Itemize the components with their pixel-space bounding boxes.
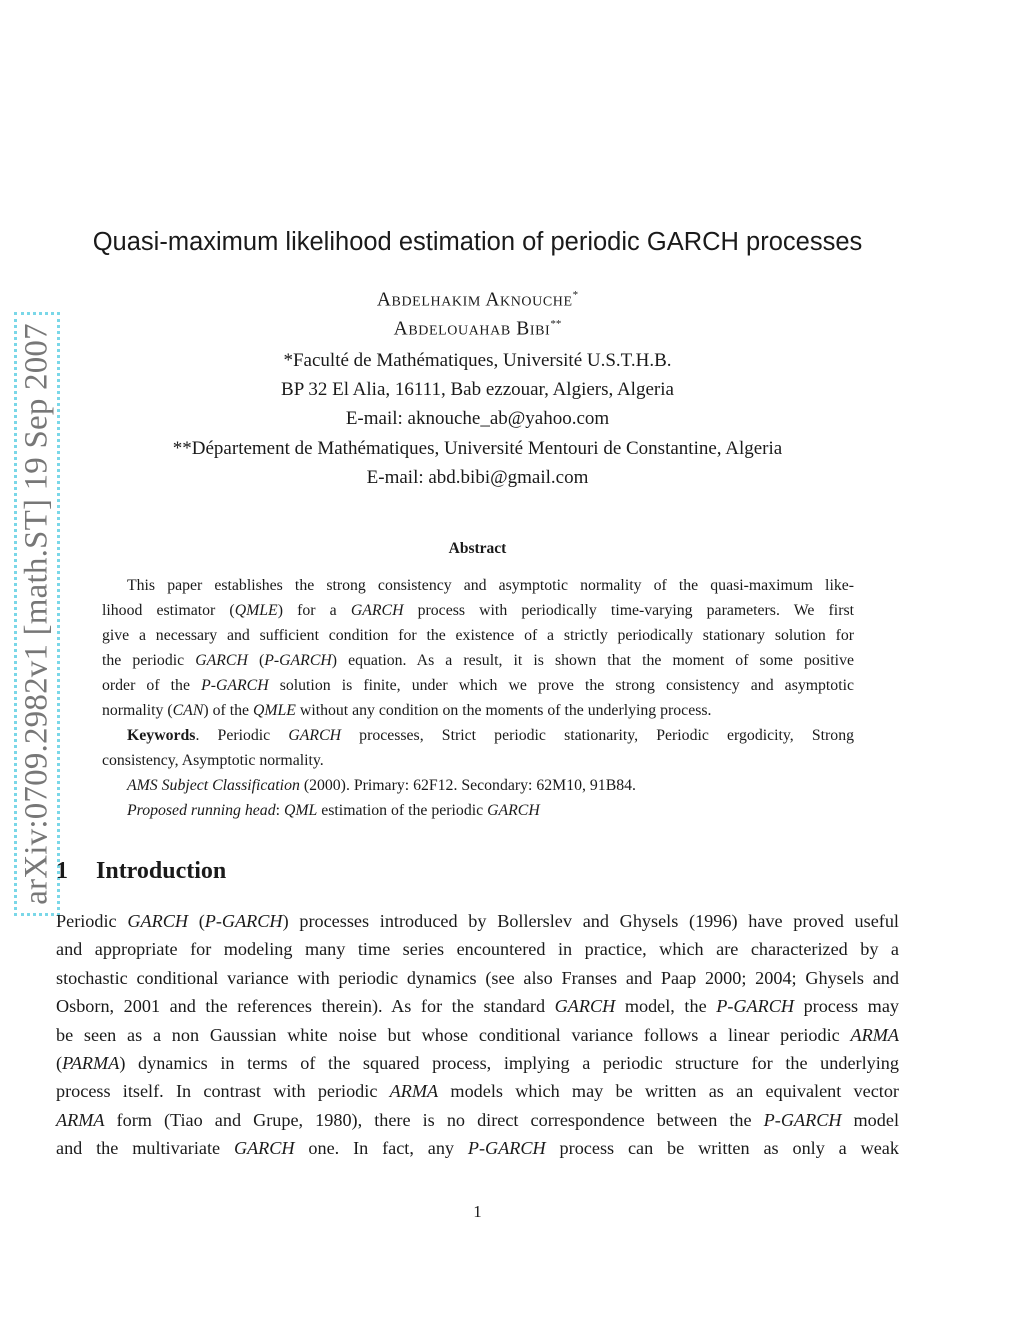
math-term: GARCH — [554, 996, 616, 1016]
math-term: QMLE — [252, 702, 296, 719]
body-line: ARMA form (Tiao and Grupe, 1980), there is no direct correspondence between the P-GARCH model — [56, 1110, 899, 1130]
math-term: P-GARCH — [467, 1138, 546, 1158]
math-term: ARMA — [850, 1025, 899, 1045]
math-term: ARMA — [389, 1081, 439, 1101]
author-2-name: Abdelouahab Bibi — [393, 318, 551, 340]
keywords-label: Keywords — [127, 727, 196, 744]
arxiv-identifier: arXiv:0709.2982v1 [math.ST] 19 Sep 2007 — [18, 323, 55, 905]
section-number: 1 — [56, 858, 68, 884]
body-line: Periodic GARCH (P-GARCH) processes introduced by Bollerslev and Ghysels (1996) have proved useful — [56, 911, 899, 931]
abstract-line: This paper establishes the strong consistency and asymptotic normality of the quasi-maximum like- — [127, 577, 854, 594]
affiliation-1-institution: *Faculté de Mathématiques, Université U.S.T.H.B. — [283, 350, 672, 371]
math-term: QML — [283, 802, 318, 819]
author-1-mark: * — [572, 289, 579, 301]
math-term: GARCH — [195, 652, 248, 669]
section-title: Introduction — [96, 858, 227, 884]
ams-text: (2000). Primary: 62F12. Secondary: 62M10, 91B84. — [299, 777, 636, 794]
abstract-line: give a necessary and sufficient condition for the existence of a strictly periodically stationary solution for — [102, 627, 854, 644]
abstract-line: the periodic GARCH (P-GARCH) equation. As a result, it is shown that the moment of some positive — [102, 652, 854, 669]
math-term: GARCH — [487, 802, 540, 819]
math-term: GARCH — [350, 602, 404, 619]
running-head-text: : QML estimation of the periodic GARCH — [275, 802, 540, 819]
math-term: QMLE — [234, 602, 278, 619]
body-line: stochastic conditional variance with periodic dynamics (see also Franses and Paap 2000; 2004; Ghysels and — [56, 968, 899, 988]
abstract-line: normality (CAN) of the QMLE without any condition on the moments of the underlying process. — [102, 702, 712, 719]
abstract-heading: Abstract — [448, 540, 507, 557]
math-term: PARMA — [62, 1053, 120, 1073]
math-term: P-GARCH — [264, 652, 332, 669]
affiliation-1-email: E-mail: aknouche_ab@yahoo.com — [345, 408, 610, 429]
math-term: P-GARCH — [716, 996, 794, 1016]
ams-label: AMS Subject Classification — [127, 777, 300, 794]
body-line: (PARMA) dynamics in terms of the squared process, implying a periodic structure for the underlying — [56, 1053, 899, 1073]
body-line: be seen as a non Gaussian white noise but whose conditional variance follows a linear periodic ARMA — [56, 1025, 899, 1045]
math-term: GARCH — [288, 727, 342, 744]
math-term: ARMA — [56, 1110, 105, 1130]
math-term: P-GARCH — [204, 911, 283, 931]
affiliation-2-institution: **Département de Mathématiques, Université Mentouri de Constantine, Algeria — [172, 438, 783, 459]
author-2-mark: ** — [550, 318, 562, 330]
running-head — [127, 801, 854, 821]
math-term: GARCH — [127, 911, 188, 931]
affiliation-1-address: BP 32 El Alia, 16111, Bab ezzouar, Algiers, Algeria — [281, 379, 674, 400]
abstract-line: lihood estimator (QMLE) for a GARCH process with periodically time-varying parameters. We first — [102, 602, 854, 619]
ams-classification — [127, 776, 854, 796]
arxiv-stamp — [14, 312, 60, 916]
math-term: P-GARCH — [201, 677, 269, 694]
section-heading — [56, 858, 226, 885]
page-number: 1 — [473, 1202, 482, 1221]
keywords-text: . Periodic GARCH processes, Strict periodic stationarity, Periodic ergodicity, Strong — [195, 727, 854, 744]
paper-title: Quasi-maximum likelihood estimation of periodic GARCH processes — [92, 228, 863, 256]
affiliation-2-email: E-mail: abd.bibi@gmail.com — [366, 467, 589, 488]
body-line: and appropriate for modeling many time series encountered in practice, which are characterized by a — [56, 939, 899, 959]
math-term: P-GARCH — [763, 1110, 842, 1130]
body-line: Osborn, 2001 and the references therein). As for the standard GARCH model, the P-GARCH process may — [56, 996, 899, 1016]
author-1 — [0, 289, 955, 311]
math-term: GARCH — [233, 1138, 295, 1158]
math-term: CAN — [172, 702, 204, 719]
body-line: process itself. In contrast with periodic ARMA models which may be written as an equivalent vector — [56, 1081, 899, 1101]
author-2 — [0, 318, 955, 340]
keywords-line-2: consistency, Asymptotic normality. — [102, 752, 324, 769]
author-1-name: Abdelhakim Aknouche — [376, 289, 573, 311]
body-line: and the multivariate GARCH one. In fact, any P-GARCH process can be written as only a weak — [56, 1138, 899, 1158]
abstract-line: order of the P-GARCH solution is finite, under which we prove the strong consistency and asymptotic — [102, 677, 854, 694]
keywords-line — [127, 726, 854, 746]
running-head-label: Proposed running head — [127, 802, 276, 819]
